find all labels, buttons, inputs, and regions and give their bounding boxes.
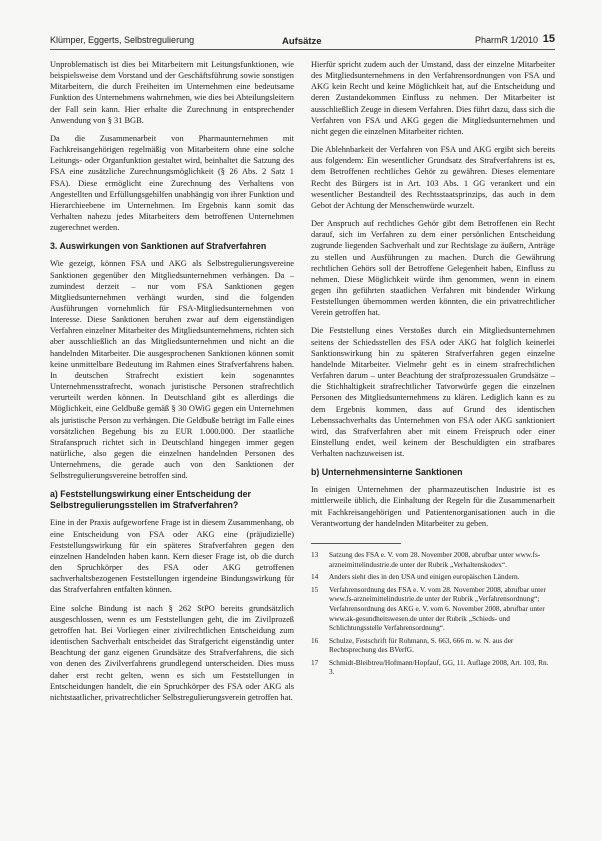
right-column: [311, 59, 555, 680]
paragraph: Unproblematisch ist dies bei Mitarbeitern mit Leitungsfunktionen, wie beispielsweise dem Vorstand und der Geschäftsführung sowie sonstigen Mitarbeitern, die durch Freiheiten im Unternehmen eine bedeutsame Funktion des Unternehmens wahrnehmen, wie dies bei Abteilungsleitern der Fall sein kann. Hier erhalte die Zurechnung in entsprechender Anwendung von § 31 BGB.: [50, 60, 294, 125]
footnote-number: 16: [311, 635, 319, 645]
header-rule: [50, 49, 555, 50]
subsection-heading: a) Feststellungswirkung einer Entscheidung der Selbstregulierungsstellen im Strafverfahren?: [50, 489, 251, 511]
footnote-text: Schmidt-Bleibtreu/Hofmann/Hopfauf, GG, 11. Auflage 2008, Art. 103, Rn. 3.: [329, 657, 549, 677]
subsection-heading: b) Unternehmensinterne Sanktionen: [311, 467, 463, 478]
footnote-text: Schulze, Festschrift für Rohmann, S. 663, 666 m. w. N. aus der Rechtsprechung des BVerfG.: [329, 635, 514, 655]
paragraph: Der Anspruch auf rechtliches Gehör gibt dem Betroffenen ein Recht darauf, sich im Verfahren zu dem einer persönlichen Entscheidung zugrunde liegenden Sachverhalt und zur Rechtslage zu äußern, Anträge zu stellen und Ausführungen zu machen. Durch die Gewährung rechtlichen Gehörs soll der Betroffene Gelegenheit haben, Einfluss zu nehmen. Diese Möglichkeit würde ihm genommen, wenn in einem gegen ihn geführten staatlichen Verfahren mit bindender Wirkung Feststellungen übernommen werden könnten, die ein privatrechtlicher Verein getroffen hat.: [311, 219, 555, 318]
paragraph: Eine solche Bindung ist nach § 262 StPO bereits grundsätzlich ausgeschlossen, wenn es um Feststellungen geht, die im Zivilprozeß getroffen hat. Bei Vorliegen einer zivilrechtlichen Entscheidung zum identischen Sachverhalt entscheidet das Strafgericht eigenständig unter Beachtung der ganz eigenen Grundsätze des Strafverfahrens, die sich von denen des Zivilverfahrens grundlegend unterscheiden. Dies muss daher erst recht gelten, wenn es sich um Feststellungen in Entscheidungen handelt, die ein Spruchkörper des FSA oder AKG als nichtstaatlicher, privatrechtlicher Selbstregulierungsverein getroffen hat.: [50, 603, 294, 702]
footnote: [311, 658, 555, 677]
footnote-number: 13: [311, 549, 319, 559]
footnote-rule: [311, 543, 401, 544]
paragraph: Die Feststellung eines Verstoßes durch ein Mitgliedsunternehmen seitens der Schiedsstellen des FSA oder AKG hat folglich keinerlei Sanktionswirkung hin zu späteren Strafverfahren gegen einzelne handelnde Mitarbeiter. Vielmehr geht es in einem strafrechtlichen Verfahren darum – unter Beachtung der strafprozessualen Grundsätze – die Stichhaltigkeit strafrechtlicher Tatvorwürfe gegen die einzelnen Personen des Mitgliedsunternehmens zu klären. Lediglich kann es zu dem Ergebnis kommen, dass auf Grund des identischen Lebenssachverhalts das Unternehmen von FSA oder AKG sanktioniert wird, das Strafverfahren aber mit einem Freispruch oder einer Einstellung endet, weil keinem der Beschuldigten ein strafbares Verhalten nachzuweisen ist.: [311, 326, 555, 459]
footnote: [311, 585, 555, 633]
page-header: [50, 33, 555, 47]
paragraph: Eine in der Praxis aufgeworfene Frage ist in diesem Zusammenhang, ob eine Entscheidung von FSA oder AKG eine (präjudizielle) Feststellungswirkung für ein späteres Strafverfahren gegen den einzelnen Handelnden haben kann. Kern dieser Frage ist, ob die durch den Spruchkörper des FSA oder AKG getroffenen sachverhaltsbezogenen Feststellungen irgendeine Bindungswirkung für das Strafverfahren entfalten können.: [50, 518, 294, 595]
footnote-number: 17: [311, 657, 319, 667]
footnote: [311, 550, 555, 569]
left-column: [50, 59, 294, 710]
footnote-text: Verfahrensordnung des FSA e. V. vom 28. November 2008, abrufbar unter www.fs-arzneimittelindustrie.de unter der Rubrik „Verfahrensordnung“; Verfahrensordnung des AKG e. V. vom 6. November 2008, abrufbar unter www.ak-gesundheitswesen.de unter der Rubrik „Schieds- und Schlichtungsstelle Verfahrensordnung“.: [329, 584, 546, 633]
paragraph: Da die Zusammenarbeit von Pharmaunternehmen mit Fachkreisangehörigen regelmäßig von Mitarbeitern ohne eine solche Leitungs- oder Organfunktion gestaltet wird, beinhaltet die Satzung des FSA eine zusätzliche Zurechnungsmöglichkeit (§ 26 Abs. 2 Satz 1 FSA). Diese ermöglicht eine Zurechnung des Verhaltens von Angestellten und Erfüllungsgehilfen unabhängig von ihrer Funktion und Hierarchieebene im Unternehmen. Im Ergebnis kann somit das Verhalten nahezu jedes Mitarbeiters dem betroffenen Unternehmen zugerechnet werden.: [50, 133, 294, 233]
paragraph: Wie gezeigt, können FSA und AKG als Selbstregulierungsvereine Sanktionen gegenüber den Mitgliedsunternehmen verhängen. Da – zumindest derzeit – nur vom FSA Sanktionen gegen Mitgliedsunternehmen verhängt wurden, sind die folgenden Ausführungen vornehmlich für FSA-Mitgliedsunternehmen von Interesse. Diese Sanktionen beruhen zwar auf dem eigenständigen Verfahren einzelner Mitarbeiter des Mitgliedsunternehmens, richten sich aber ausschließlich an das Mitgliedsunternehmen und nicht an die handelnden Mitarbeiter. Die ausgesprochenen Sanktionen können somit keine unmittelbare Bedeutung im Rahmen eines Strafverfahrens haben. In deutschen Strafrecht existiert kein sogenanntes Unternehmensstrafrecht, wonach juristische Personen strafrechtlich verurteilt werden können. In Deutschland gibt es allerdings die Möglichkeit, eine Geldbuße gemäß § 30 OWiG gegen ein Unternehmen als juristische Person zu verhängen. Die Geldbuße beträgt im Falle eines vorsätzlichen Begehung bis zu EUR 1.000.000. Der staatliche Strafanspruch richtet sich in Deutschland hingegen immer gegen natürliche, also gegen die einzelnen handelnden Personen des Unternehmens, die gerade auch von den Sanktionen der Selbstregulierungsvereine betroffen sind.: [50, 259, 294, 481]
footnote-text: Satzung des FSA e. V. vom 28. November 2008, abrufbar unter www.fs-arzneimittelindustrie.de unter der Rubrik „Verhaltenskodex“.: [329, 549, 541, 569]
footnote-text: Anders sieht dies in den USA und einigen europäischen Ländern.: [329, 572, 520, 582]
paragraph: Hierfür spricht zudem auch der Umstand, dass der einzelne Mitarbeiter des Mitgliedsunternehmens in den Verfahrensordnungen von FSA und AKG kein Recht und keine Möglichkeit hat, auf die Entscheidung und deren Zustandekommen Einfluss zu nehmen. Der Mitarbeiter ist ausschließlich Zeuge in diesem Verfahren. Dies führt dazu, dass sich die Verfahren von FSA und AKG gegen die Mitgliedsunternehmen und nicht gegen die einzelnen Mitarbeiter richten.: [311, 60, 555, 136]
page-number: 15: [542, 33, 555, 45]
section-heading: 3. Auswirkungen von Sanktionen auf Strafverfahren: [50, 241, 267, 252]
paragraph: In einigen Unternehmen der pharmazeutischen Industrie ist es mittlerweile üblich, die Einhaltung der Regeln für die Zusammenarbeit mit Fachkreisangehörigen und Patientenorganisationen auch in die Verantwortung der handelnden Mitarbeiter zu geben.: [311, 485, 555, 528]
footnote-number: 14: [311, 572, 319, 582]
footnote-number: 15: [311, 584, 319, 594]
paragraph: Die Ablehnbarkeit der Verfahren von FSA und AKG ergibt sich bereits aus folgendem: Ein wesentlicher Grundsatz des Strafverfahrens ist es, dem Betroffenen rechtliches Gehör zu gewähren. Dieses elementare Recht des Bürgers ist in Art. 103 Abs. 1 GG verankert und ein wesentlicher Bestandteil des Rechtsstaatsprinzips, das auch in dem Gebot der Achtung der Menschenwürde wurzelt.: [311, 145, 555, 210]
section-title: Aufsätze: [282, 36, 322, 47]
footnote: [311, 572, 555, 582]
footnote: [311, 636, 555, 655]
journal-issue: PharmR 1/2010: [474, 35, 538, 45]
running-head-authors: Klümper, Eggerts, Selbstregulierung: [50, 35, 195, 45]
